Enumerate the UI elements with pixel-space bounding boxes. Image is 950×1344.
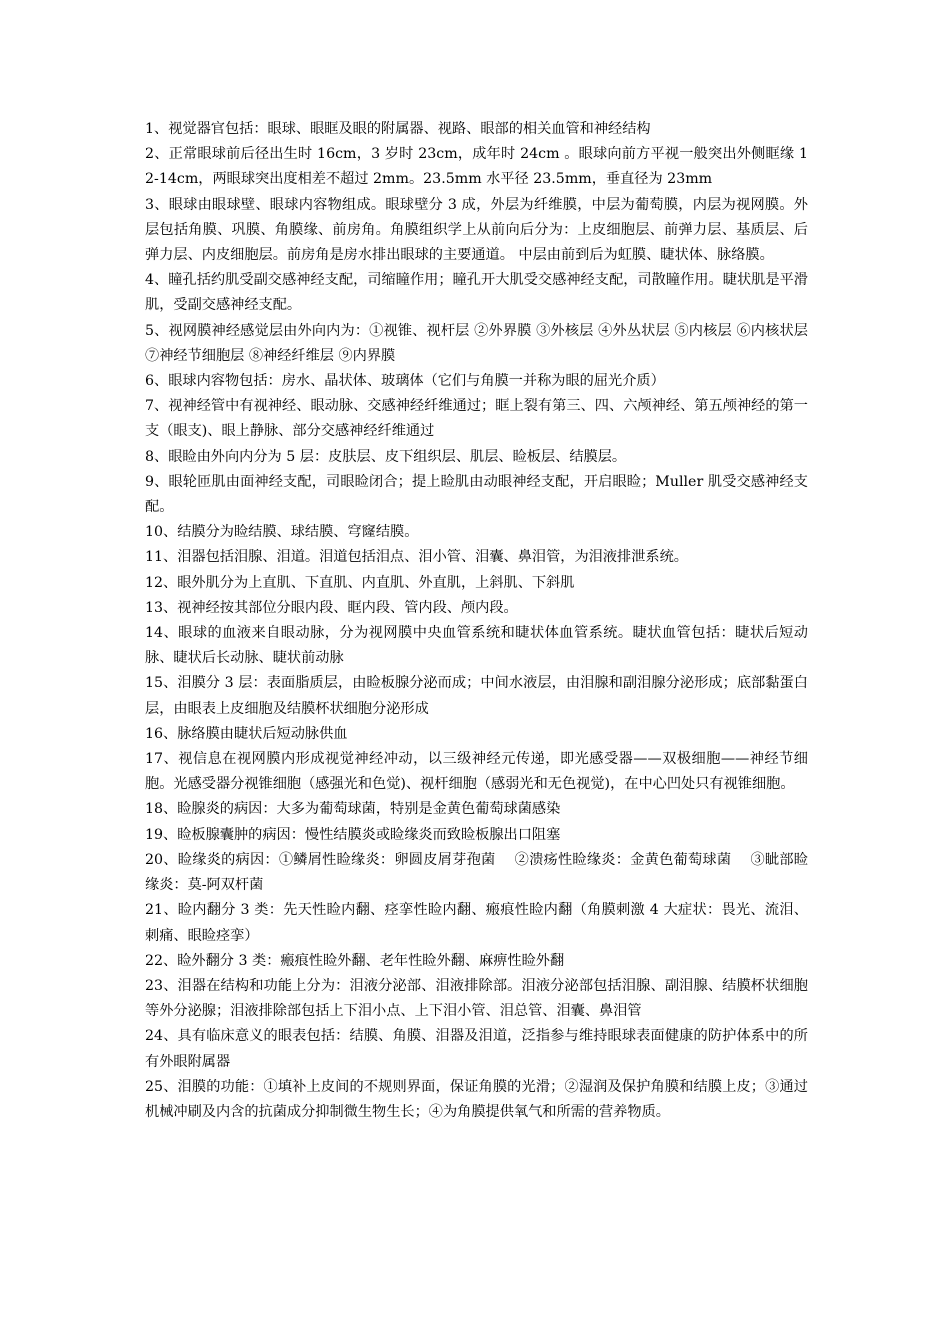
document-page xyxy=(145,117,808,1125)
list-item: 10、结膜分为睑结膜、球结膜、穹窿结膜。 xyxy=(145,524,419,541)
list-item: 7、视神经管中有视神经、眼动脉、交感神经纤维通过；眶上裂有第三、四、六颅神经、第五颅神经的第一支（眼支)、眼上静脉、部分交感神经纤维通过 xyxy=(145,398,808,440)
list-item: 24、具有临床意义的眼表包括：结膜、角膜、泪器及泪道，泛指参与维持眼球表面健康的防护体系中的所有外眼附属器 xyxy=(145,1028,808,1070)
list-item: 6、眼球内容物包括：房水、晶状体、玻璃体（它们与角膜一并称为眼的屈光介质） xyxy=(145,373,665,390)
list-item: 2、正常眼球前后径出生时 16cm，3 岁时 23cm，成年时 24cm 。眼球向前方平视一般突出外侧眶缘 12-14cm，两眼球突出度相差不超过 2mm。23.5mm 水平径 23.5mm，垂直径为 23mm xyxy=(145,146,808,188)
list-item: 1、视觉器官包括：眼球、眼眶及眼的附属器、视路、眼部的相关血管和神经结构 xyxy=(145,121,651,137)
list-item: 18、睑腺炎的病因：大多为葡萄球菌，特别是金黄色葡萄球菌感染 xyxy=(145,801,561,818)
list-item: 13、视神经按其部位分眼内段、眶内段、管内段、颅内段。 xyxy=(145,599,518,616)
list-item: 14、眼球的血液来自眼动脉，分为视网膜中央血管系统和睫状体血管系统。睫状血管包括：睫状后短动脉、睫状后长动脉、睫状前动脉 xyxy=(145,625,808,667)
list-item: 11、泪器包括泪腺、泪道。泪道包括泪点、泪小管、泪囊、鼻泪管，为泪液排泄系统。 xyxy=(145,549,688,566)
list-item: 25、泪膜的功能：①填补上皮间的不规则界面，保证角膜的光滑；②湿润及保护角膜和结膜上皮；③通过机械冲刷及内含的抗菌成分抑制微生物生长；④为角膜提供氧气和所需的营养物质。 xyxy=(145,1078,808,1120)
list-item: 16、脉络膜由睫状后短动脉供血 xyxy=(145,725,348,742)
list-item: 8、眼睑由外向内分为 5 层：皮肤层、皮下组织层、肌层、睑板层、结膜层。 xyxy=(145,448,627,465)
list-item: 9、眼轮匝肌由面神经支配，司眼睑闭合；提上睑肌由动眼神经支配，开启眼睑；Muller 肌受交感神经支配。 xyxy=(145,473,808,516)
list-item: 17、视信息在视网膜内形成视觉神经冲动，以三级神经元传递，即光感受器——双极细胞——神经节细胞。光感受器分视锥细胞（感强光和色觉)、视杆细胞（感弱光和无色视觉)，在中心凹处只有视锥细胞。 xyxy=(145,751,808,793)
list-item: 5、视网膜神经感觉层由外向内为：①视锥、视杆层 ②外界膜 ③外核层 ④外丛状层 ⑤内核层 ⑥内核状层 ⑦神经节细胞层 ⑧神经纤维层 ⑨内界膜 xyxy=(145,322,808,364)
list-item: 21、睑内翻分 3 类：先天性睑内翻、痉挛性睑内翻、瘢痕性睑内翻（角膜刺激 4 大症状：畏光、流泪、刺痛、眼睑痉挛） xyxy=(145,902,808,944)
list-item: 3、眼球由眼球壁、眼球内容物组成。眼球壁分 3 成，外层为纤维膜，中层为葡萄膜，内层为视网膜。外层包括角膜、巩膜、角膜缘、前房角。角膜组织学上从前向后分为：上皮细胞层、前弹力层、基质层、后弹力层、内皮细胞层。前房角是房水排出眼球的主要通道。 中层由前到后为虹膜、睫状体、脉络膜。 xyxy=(145,196,808,264)
list-item: 22、睑外翻分 3 类：瘢痕性睑外翻、老年性睑外翻、麻痹性睑外翻 xyxy=(145,952,565,969)
list-item: 20、睑缘炎的病因：①鳞屑性睑缘炎：卵圆皮屑芽孢菌 ②溃疡性睑缘炎：金黄色葡萄球菌 ③眦部睑缘炎：莫-阿双杆菌 xyxy=(145,851,808,894)
list-item: 19、睑板腺囊肿的病因：慢性结膜炎或睑缘炎而致睑板腺出口阻塞 xyxy=(145,826,561,843)
list-item: 15、泪膜分 3 层：表面脂质层，由睑板腺分泌而成；中间水液层，由泪腺和副泪腺分泌形成；底部黏蛋白层，由眼表上皮细胞及结膜杯状细胞分泌形成 xyxy=(145,675,808,717)
list-item: 4、瞳孔括约肌受副交感神经支配，司缩瞳作用；瞳孔开大肌受交感神经支配，司散瞳作用。睫状肌是平滑肌，受副交感神经支配。 xyxy=(145,272,808,314)
list-item: 23、泪器在结构和功能上分为：泪液分泌部、泪液排除部。泪液分泌部包括泪腺、副泪腺、结膜杯状细胞等外分泌腺；泪液排除部包括上下泪小点、上下泪小管、泪总管、泪囊、鼻泪管 xyxy=(145,977,808,1020)
list-item: 12、眼外肌分为上直肌、下直肌、内直肌、外直肌，上斜肌、下斜肌 xyxy=(145,574,575,591)
